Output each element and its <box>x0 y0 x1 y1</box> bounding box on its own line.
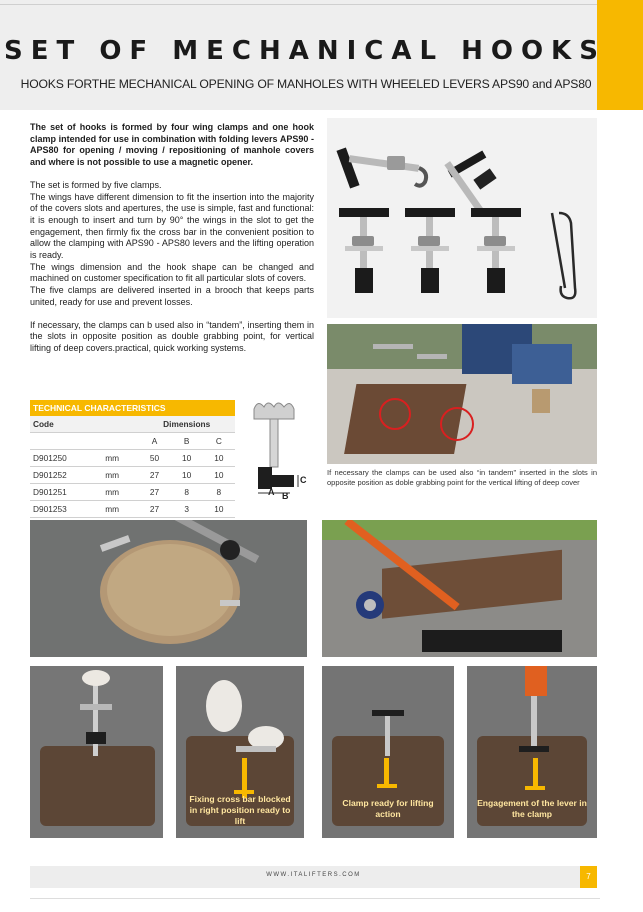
intro-lead: The set of hooks is formed by four wing clamps and one hook clamp intended for use in combination with folding levers APS90 - APS80 for opening / moving / repositioning of manhole covers and where is not possible to use a magnetic opener. <box>30 122 314 168</box>
hooks-set-photo <box>327 118 597 318</box>
page-subtitle: HOOKS FORTHE MECHANICAL OPENING OF MANHOLES WITH WHEELED LEVERS APS90 and APS80 <box>20 77 592 91</box>
step-label-1: Fixing cross bar blocked in right position ready to lift <box>189 794 291 826</box>
dim-c-label: C <box>300 475 307 485</box>
table-row: D901250 mm 50 10 10 <box>30 450 235 467</box>
intro-text <box>30 122 314 366</box>
footer-url: WWW.ITALIFTERS.COM <box>266 872 361 878</box>
round-cover-photo <box>30 520 307 657</box>
table-row: D901252 mm 27 10 10 <box>30 467 235 484</box>
tandem-caption: If necessary the clamps can be used also “in tandem” inserted in the slots in opposite position as doble grabbing point for the vertical lifting of deep cover <box>327 468 597 487</box>
dimensions-header: Dimensions <box>138 416 235 433</box>
dimension-diagram <box>240 395 320 505</box>
page-title: SET OF MECHANICAL HOOKS <box>4 36 606 66</box>
dim-b-label: B <box>282 491 289 501</box>
top-divider <box>0 4 600 5</box>
step-photo-3 <box>322 666 454 838</box>
tandem-photo <box>327 324 597 464</box>
step-photo-1 <box>30 666 163 838</box>
intro-body: The set is formed by five clamps. The wings have different dimension to fit the insertion into the majority of the covers slots and apertures, the use is simple, fast and functional: it is enough to insert and turn by 90° the wings in the slot to get the engagement, then firmly fix the cross bar in the convenient position to allow the clamping with APS90 - APS80 levers and the lifting operation is ready. The wings dimension and the hook shape can be changed and machined on customer specification to fit all particular slots of covers. The five clamps are delivered inserted in a brooch that keeps parts united, ready for use and prevent losses. <box>30 179 314 307</box>
intro-tandem: If necessary, the clamps can b used also in “tandem”, inserting them in the slots in opposite position as double grabbing point, for vertical lifting of deep covers.practical, quick working systems. <box>30 319 314 353</box>
tech-header-row <box>30 416 235 433</box>
step-photo-2 <box>176 666 304 838</box>
step-photo-4 <box>467 666 597 838</box>
lever-lift-photo <box>322 520 597 657</box>
step-label-2: Clamp ready for lifting action <box>342 798 434 819</box>
page-number: 7 <box>580 866 597 888</box>
tech-table <box>30 400 235 518</box>
table-row: A B C <box>30 433 235 450</box>
table-row: D901253 mm 27 3 10 <box>30 501 235 518</box>
footer-band <box>30 866 597 888</box>
dim-a-label: A <box>268 487 275 497</box>
bottom-divider <box>30 898 600 899</box>
code-header: Code <box>30 416 138 433</box>
step-label-3: Engagement of the lever in the clamp <box>477 798 587 819</box>
tech-heading: TECHNICAL CHARACTERISTICS <box>30 400 235 416</box>
hooks-illustration <box>327 118 597 318</box>
table-row: D901251 mm 27 8 8 <box>30 484 235 501</box>
